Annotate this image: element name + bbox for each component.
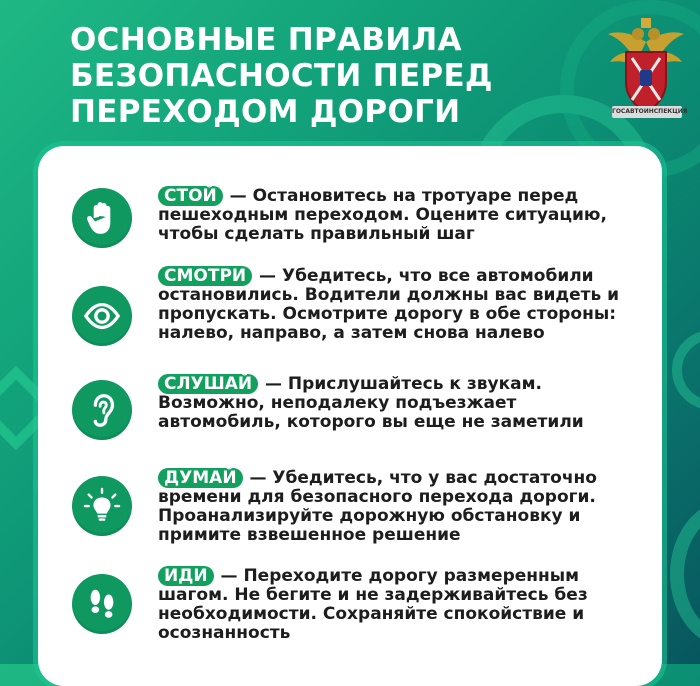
rule-keyword-badge: ИДИ — [158, 566, 214, 586]
rules-card — [38, 146, 662, 686]
rule-icon-badge — [72, 476, 132, 536]
rule-keyword-badge: СЛУШАЙ — [158, 374, 258, 394]
background-ring — [670, 500, 700, 648]
rule-description: — Убедитесь, что все автомобили остановились. Водители должны вас видеть и пропускать. Осмотрите дорогу в обе стороны: налево, направо, а затем снова налево — [158, 266, 620, 343]
rule-icon-badge — [72, 286, 132, 346]
rule-keyword-badge: СТОЙ — [158, 186, 223, 206]
rule-description: — Переходите дорогу размеренным шагом. Не бегите и не задерживайтесь без необходимости. Сохраняйте спокойствие и осознанность — [158, 566, 588, 643]
ear-icon — [83, 391, 121, 429]
page-title: ОСНОВНЫЕ ПРАВИЛА БЕЗОПАСНОСТИ ПЕРЕД ПЕРЕХОДОМ ДОРОГИ — [70, 22, 493, 130]
rule-icon-badge — [72, 380, 132, 440]
rule-description: — Прислушайтесь к звукам. Возможно, неподалеку подъезжает автомобиль, которого вы еще не заметили — [158, 374, 584, 432]
rule-description: — Убедитесь, что у вас достаточно времени для безопасного перехода дороги. Проанализируйте дорожную обстановку и примите взвешенное решение — [158, 468, 597, 545]
rule-keyword-badge: СМОТРИ — [158, 266, 252, 286]
emblem-caption-ribbon — [612, 106, 688, 118]
rule-icon-badge — [72, 574, 132, 634]
footprints-icon — [83, 585, 121, 623]
eye-icon — [83, 297, 121, 335]
hand-icon — [83, 199, 121, 237]
rule-keyword-badge: ДУМАЙ — [158, 468, 243, 488]
rule-description: — Остановитесь на тротуаре перед пешеходным переходом. Оцените ситуацию, чтобы сделать правильный шаг — [158, 186, 607, 244]
background-ring — [672, 330, 700, 410]
rule-icon-badge — [72, 188, 132, 248]
emblem-caption: ГОСАВТОИНСПЕКЦИЯ — [612, 108, 688, 115]
lightbulb-icon — [83, 487, 121, 525]
